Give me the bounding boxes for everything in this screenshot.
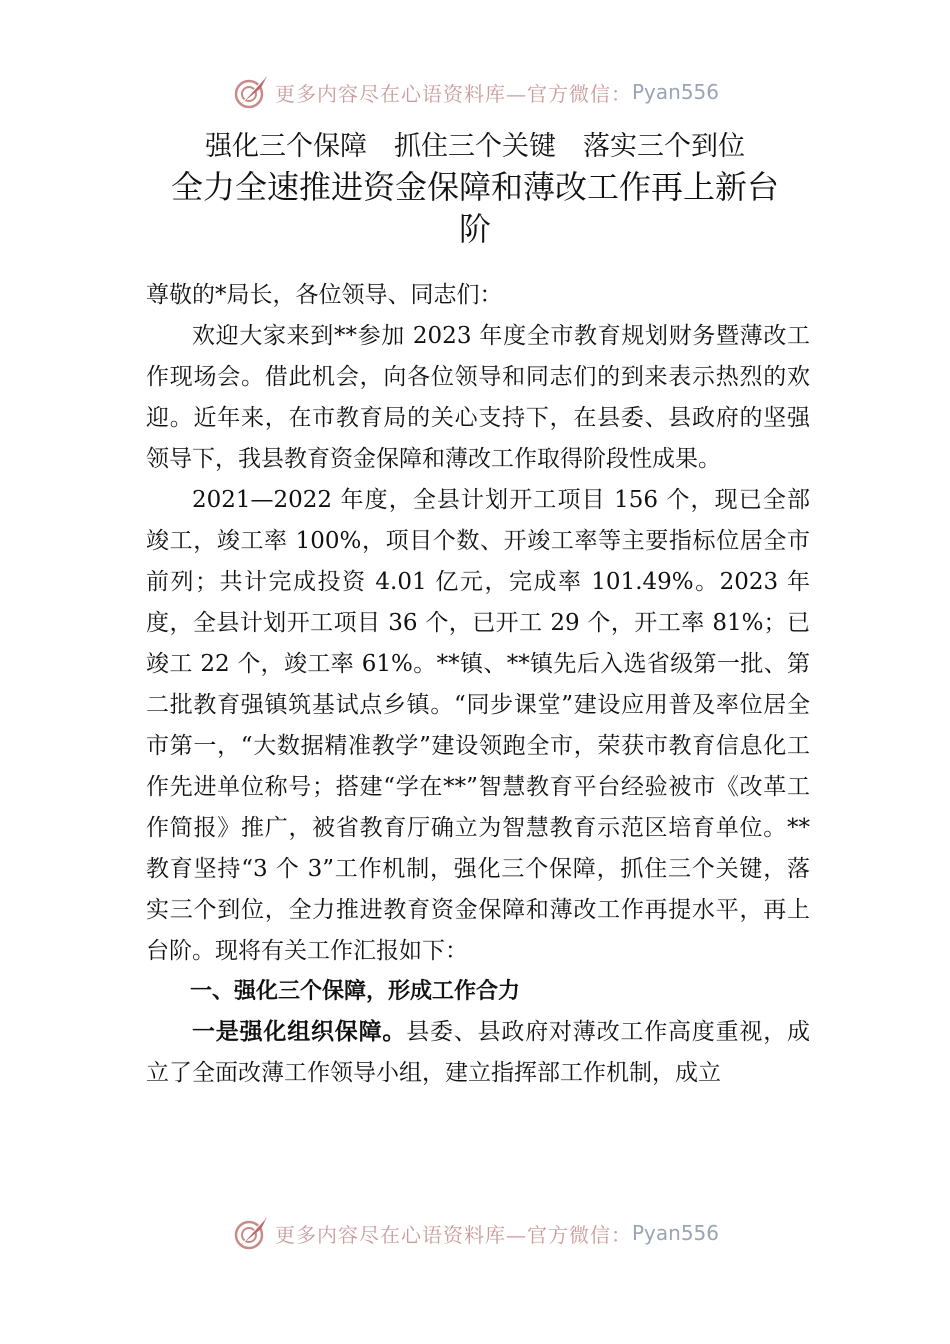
watermark-wechat-id: Pyan556 bbox=[631, 1221, 719, 1245]
greeting: 尊敬的*局长，各位领导、同志们： bbox=[146, 282, 503, 308]
document-body bbox=[146, 275, 810, 1094]
document-title: 全力全速推进资金保障和薄改工作再上新台阶 bbox=[170, 168, 779, 248]
section-text: 县委、县政府对薄改工作高度重视，成立了全面改薄工作领导小组，建立指挥部工作机制，成立 bbox=[146, 1019, 811, 1086]
quill-swirl-logo bbox=[231, 1213, 271, 1253]
paragraph-results: 2021—2022 年度，全县计划开工项目 156 个，现已全部竣工，竣工率 100%，项目个数、开竣工率等主要指标位居全市前列；共计完成投资 4.01 亿元，完成率 101.49%。2023 年度，全县计划开工项目 36 个，已开工 29 个，开工率 81%；已竣工 22 个，竣工率 61%。**镇、**镇先后入选省级第一批、第二批教育强镇筑基试点乡镇。“同步课堂”建设应用普及率位居全市第一，“大数据精准教学”建设领跑全市，荣获市教育信息化工作先进单位称号；搭建“学在**”智慧教育平台经验被市《改革工作简报》推广，被省教育厅确立为智慧教育示范区培育单位。**教育坚持“3 个 3”工作机制，强化三个保障，抓住三个关键，落实三个到位，全力推进教育资金保障和薄改工作再提水平，再上台阶。现将有关工作汇报如下： bbox=[146, 487, 810, 964]
watermark-text: 更多内容尽在心语资料库—官方微信： bbox=[274, 1222, 632, 1247]
paragraph-intro: 欢迎大家来到**参加 2023 年度全市教育规划财务暨薄改工作现场会。借此机会，向各位领导和同志们的到来表示热烈的欢迎。近年来，在市教育局的关心支持下，在县委、县政府的坚强领导下，我县教育资金保障和薄改工作取得阶段性成果。 bbox=[146, 323, 810, 472]
watermark-banner-top bbox=[0, 70, 950, 114]
paragraph-section1 bbox=[146, 1012, 810, 1094]
watermark-wechat-id: Pyan556 bbox=[631, 80, 719, 104]
watermark-banner-bottom bbox=[0, 1211, 950, 1255]
section-heading: 一、强化三个保障，形成工作合力 bbox=[190, 979, 521, 1004]
document-subtitle: 强化三个保障 抓住三个关键 落实三个到位 bbox=[205, 131, 745, 162]
watermark-text: 更多内容尽在心语资料库—官方微信： bbox=[274, 81, 632, 106]
section-lead-bold: 一是强化组织保障。 bbox=[192, 1019, 407, 1045]
quill-swirl-logo bbox=[231, 72, 271, 112]
